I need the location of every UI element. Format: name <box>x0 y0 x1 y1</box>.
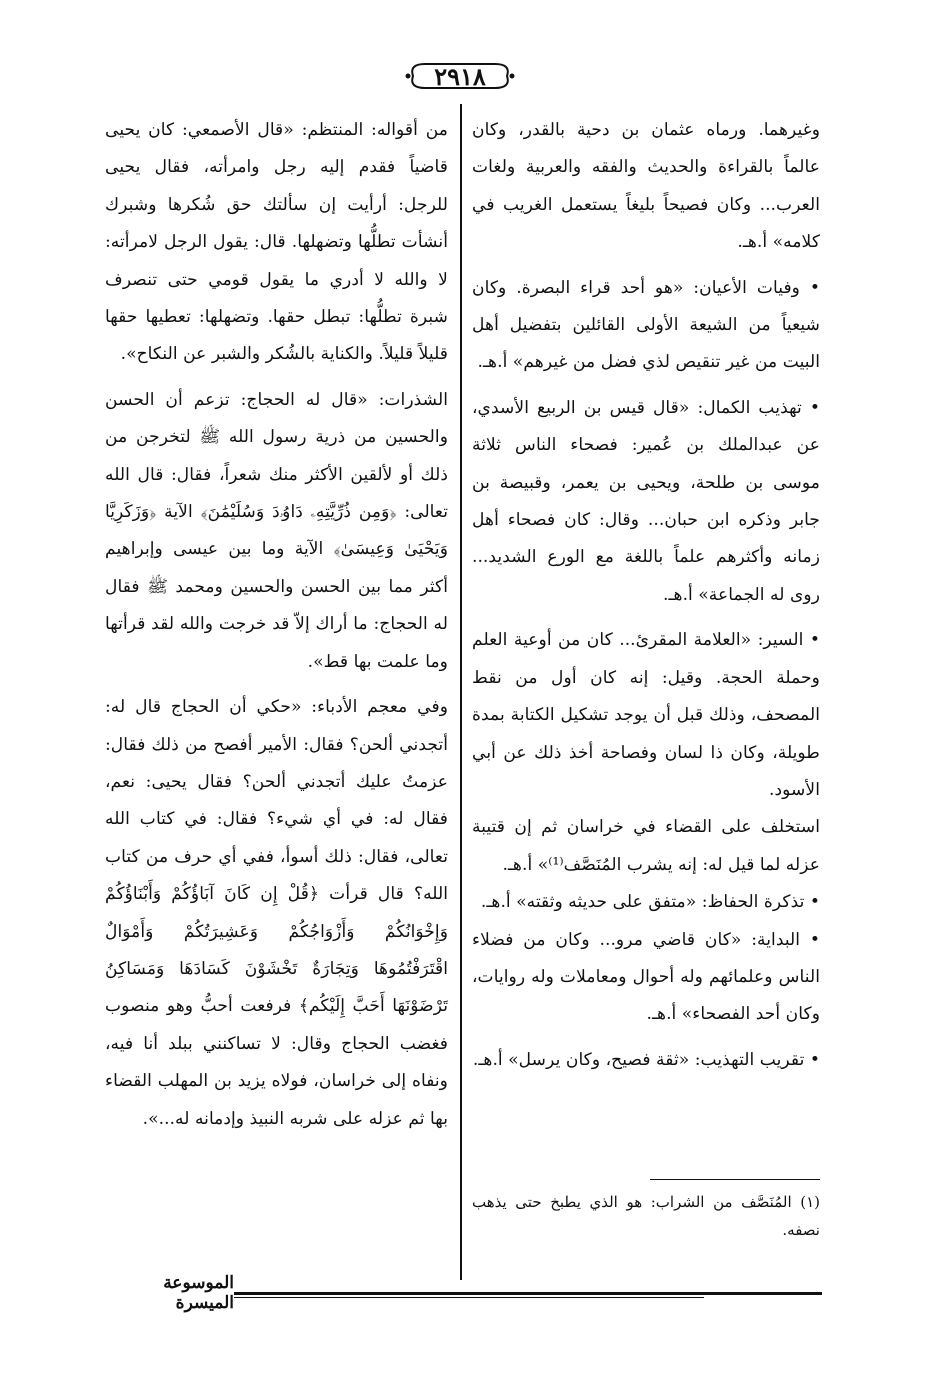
paragraph: • وفيات الأعيان: «هو أحد قراء البصرة. وكان شيعياً من الشيعة الأولى القائلين بتفضيل أهل البيت من غير تنقيص لذي فضل من غيرهم» أ.هـ. <box>472 277 820 373</box>
paragraph: استخلف على القضاء في خراسان ثم إن قتيبة عزله لما قيل له: إنه يشرب المُنَصَّف⁽¹⁾» أ.هـ. <box>472 817 820 875</box>
paragraph: وفي معجم الأدباء: «حكي أن الحجاج قال له: أتجدني ألحن؟ فقال: الأمير أفصح من ذلك فقال: عزمتُ عليك أتجدني ألحن؟ فقال يحيى: نعم، فقال له: في أي شيء؟ فقال: في كتاب الله تعالى، فقال: ذلك أسوأ، ففي أي حرف من كتاب الله؟ قال قرأت ﴿قُلْ إِن كَانَ آبَاؤُكُمْ وَأَبْنَاؤُكُمْ وَإِخْوَانُكُمْ وَأَزْوَاجُكُمْ وَعَشِيرَتُكُمْ وَأَمْوَالٌ اقْتَرَفْتُمُوهَا وَتِجَارَةٌ تَخْشَوْنَ كَسَادَهَا وَمَسَاكِنُ تَرْضَوْنَهَا أَحَبَّ إِلَيْكُم﴾ فرفعت أحبُّ وهو منصوب فغضب الحجاج وقال: لا تساكنني ببلد أنا فيه، ونفاه إلى خراسان، فولاه يزيد بن المهلب القضاء بها ثم عزله على شربه النبيذ وإدمانه له...». <box>105 697 448 1129</box>
footnote: (١) المُنَصَّف من الشراب: هو الذي يطبخ حتى يذهب نصفه. <box>472 1193 820 1239</box>
page-number-text: ٢٩١٨ <box>434 61 486 91</box>
page-number <box>405 58 515 94</box>
paragraph: • تهذيب الكمال: «قال قيس بن الربيع الأسدي، عن عبدالملك بن عُمير: فصحاء الناس ثلاثة موسى بن طلحة، ويحيى بن يعمر، وقبيصة بن جابر وذكره ابن حبان... وقال: كان فصحاء أهل زمانه وأكثرهم علماً باللغة مع الورع الشديد... روى له الجماعة» أ.هـ. <box>472 397 820 605</box>
paragraph: • السير: «العلامة المقرئ... كان من أوعية العلم وحملة الحجة. وقيل: إنه كان أول من نقط المصحف، وذلك قبل أن يوجد تشكيل الكتابة بمدة طويلة، وكان ذا لسان وفصاحة أخذ ذلك عن أبي الأسود. <box>472 630 820 800</box>
paragraph: من أقواله: المنتظم: «قال الأصمعي: كان يحيى قاضياً فقدم إليه رجل وامرأته، فقال يحيى للرجل: أرأيت إن سألتك حق شُكرها وشبرك أنشأت تطلُّها وتضهلها. قال: يقول الرجل لامرأته: لا والله لا أدري ما يقول قومي حتى تنصرف شبرة تطلُّها: تبطل حقها. وتضهلها: تعطيها حقها قليلاً قليلاً. والكناية بالشُكر والشبر عن النكاح». <box>105 120 448 365</box>
paragraph: • تقريب التهذيب: «ثقة فصيح، وكان يرسل» أ.هـ. <box>472 1049 820 1070</box>
paragraph: • البداية: «كان قاضي مرو... وكان من فضلاء الناس وعلمائهم وله أحوال ومعاملات وله روايات، وكان أحد الفصحاء» أ.هـ. <box>472 929 820 1025</box>
series-title: الموسوعة الميسرة <box>104 1278 234 1308</box>
column-divider <box>460 104 462 1280</box>
right-column <box>472 112 820 1079</box>
paragraph: الشذرات: «قال له الحجاج: تزعم أن الحسن والحسين من ذرية رسول الله ﷺ لتخرجن من ذلك أو لألقين الأكثر منك شعراً، فقال: قال الله تعالى: ﴿وَمِن ذُرِّيَّتِهِۦ دَاوُۥدَ وَسُلَيْمَٰنَ﴾ الآية ﴿وَزَكَرِيَّا وَيَحْيَىٰ وَعِيسَىٰ﴾ الآية وما بين عيسى وإبراهيم أكثر مما بين الحسن والحسين ومحمد ﷺ فقال له الحجاج: ما أراك إلاّ قد خرجت والله لقد قرأتها وما علمت بها قط». <box>105 389 448 672</box>
footnote-separator <box>650 1179 820 1180</box>
paragraph: وغيرهما. ورماه عثمان بن دحية بالقدر، وكان عالماً بالقراءة والحديث والفقه والعربية ولغات العرب... وكان فصيحاً بليغاً يستعمل الغريب في كلامه» أ.هـ. <box>472 120 820 253</box>
paragraph: • تذكرة الحفاظ: «متفق على حديثه وثقته» أ.هـ. <box>480 892 820 913</box>
left-column <box>105 112 448 1138</box>
